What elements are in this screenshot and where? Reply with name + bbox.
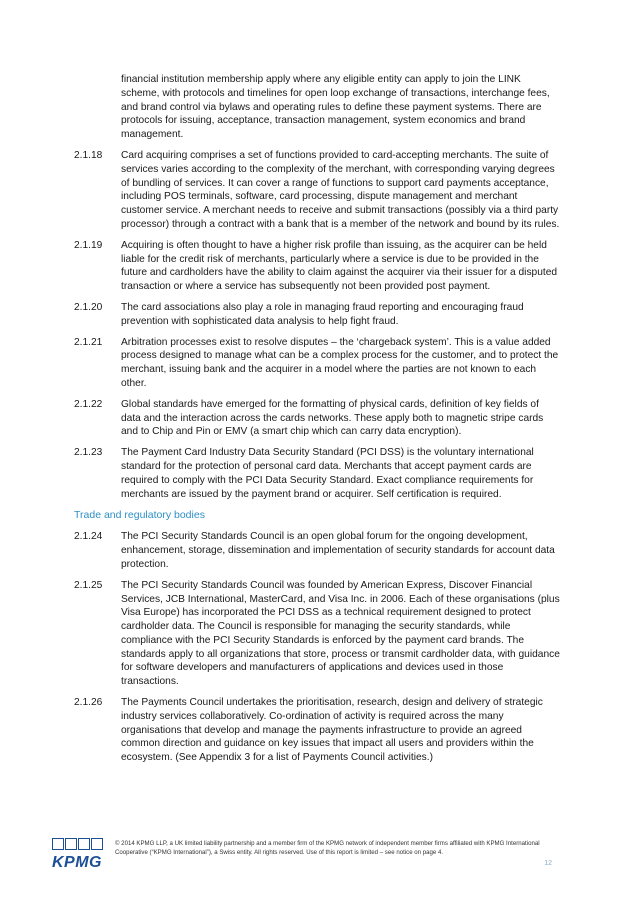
paragraph-number: 2.1.19 [74, 239, 103, 251]
paragraph-number: 2.1.18 [74, 149, 103, 161]
paragraph-number: 2.1.20 [74, 301, 103, 313]
paragraph-text: The card associations also play a role in managing fraud reporting and encouraging fraud prevention with sophisticated data analysis to help fight fraud. [121, 301, 524, 327]
page-number: 12 [544, 860, 552, 867]
numbered-paragraph [74, 446, 560, 501]
paragraph-text: The PCI Security Standards Council is an open global forum for the ongoing development, enhancement, storage, dissemination and implementation of security standards for account data protection. [121, 531, 555, 570]
logo-box [91, 838, 103, 850]
paragraph-number: 2.1.26 [74, 697, 103, 709]
section-heading: Trade and regulatory bodies [74, 509, 205, 522]
numbered-paragraph [74, 530, 560, 571]
paragraph-text: The PCI Security Standards Council was founded by American Express, Discover Financial Services, JCB International, MasterCard, and Visa Inc. in 2006. Each of these organisations (plus Visa Europe) has incorporated the PCI DSS as a technical requirement designed to protect cardholder data. The Council is responsible for managing the security standards, while compliance with the PCI Security Standards is enforced by the payment card brands. The standards apply to all organizations that store, process or transmit cardholder data, with guidance for software developers and manufacturers of applications and devices used in those transactions. [121, 579, 560, 688]
numbered-paragraph [74, 696, 560, 765]
logo-box [52, 838, 64, 850]
paragraph-text: Arbitration processes exist to resolve disputes – the ‘chargeback system’. This is a value added process designed to manage what can be a complex process for the customer, and to protect the merchant, issuing bank and the acquirer in a model where the parties are not known to each other. [121, 336, 559, 389]
numbered-paragraph [74, 239, 560, 294]
paragraph-number: 2.1.22 [74, 398, 103, 410]
numbered-paragraph [74, 301, 560, 329]
paragraph-number: 2.1.23 [74, 447, 103, 459]
numbered-paragraph [74, 579, 560, 689]
paragraph-text: Global standards have emerged for the formatting of physical cards, definition of key fields of data and the interaction across the cards networks. These apply both to magnetic stripe cards and to Chip and Pin or EMV (a smart chip which can carry data encryption). [121, 398, 544, 438]
paragraph-text: Acquiring is often thought to have a higher risk profile than issuing, as the acquirer can be held liable for the credit risk of merchants, particularly where a service is due to be provided in the future and cardholders have the ability to claim against the acquirer via their issuer for a disputed transaction or where a service has subsequently not been provided post payment. [121, 239, 558, 293]
paragraph-text: The Payment Card Industry Data Security Standard (PCI DSS) is the voluntary international standard for the protection of personal card data. Merchants that accept payment cards are required to comply with the PCI Data Security Standard. Exact compliance requirements for merchants are issued by the payment brand or acquirer. Self certification is required. [121, 447, 534, 500]
numbered-paragraph [74, 398, 560, 439]
page-footer [52, 838, 552, 878]
numbered-paragraph [74, 149, 560, 232]
logo-boxes [52, 838, 106, 850]
logo-box [78, 838, 90, 850]
logo-box [65, 838, 77, 850]
paragraph-text: The Payments Council undertakes the prioritisation, research, design and delivery of strategic industry services collaboratively. Co-ordination of activity is required across the many organisations that develop and manage the payments infrastructure to provide an agreed common direction and guidance on key issues that impact all users and providers within the ecosystem. (See Appendix 3 for a list of Payments Council activities.) [121, 697, 543, 764]
logo-text: KPMG [52, 854, 102, 871]
section-trade-bodies [74, 530, 560, 765]
intro-paragraph: financial institution membership apply where any eligible entity can apply to join the LINK scheme, with protocols and timelines for open loop exchange of transactions, interchange fees, and brand control via bylaws and operating rules to define these payment systems. There are protocols for issuing, acceptance, transaction management, system economics and brand management. [121, 74, 550, 141]
document-body [74, 73, 560, 772]
paragraph-number: 2.1.25 [74, 579, 103, 591]
kpmg-logo [52, 838, 106, 874]
paragraph-number: 2.1.24 [74, 531, 103, 543]
section-card-acquiring [74, 149, 560, 501]
copyright-notice: © 2014 KPMG LLP, a UK limited liability partnership and a member firm of the KPMG network of independent member firms affiliated with KPMG International Cooperative (“KPMG International”), a Swiss entity. All rights reserved. Use of this report is limited – see notice on page 4. [115, 840, 540, 856]
numbered-paragraph [74, 336, 560, 391]
paragraph-text: Card acquiring comprises a set of functions provided to card-accepting merchants. The suite of services varies according to the complexity of the merchant, with corresponding varying degrees of bundling of services. It can cover a range of functions to support card payments acceptance, including POS terminals, software, card processing, dispute management and merchant customer service. A merchant needs to receive and submit transactions (possibly via a third party processor) through a contract with a bank that is a member of the network and bound by its rules. [121, 149, 560, 230]
paragraph-number: 2.1.21 [74, 336, 103, 348]
